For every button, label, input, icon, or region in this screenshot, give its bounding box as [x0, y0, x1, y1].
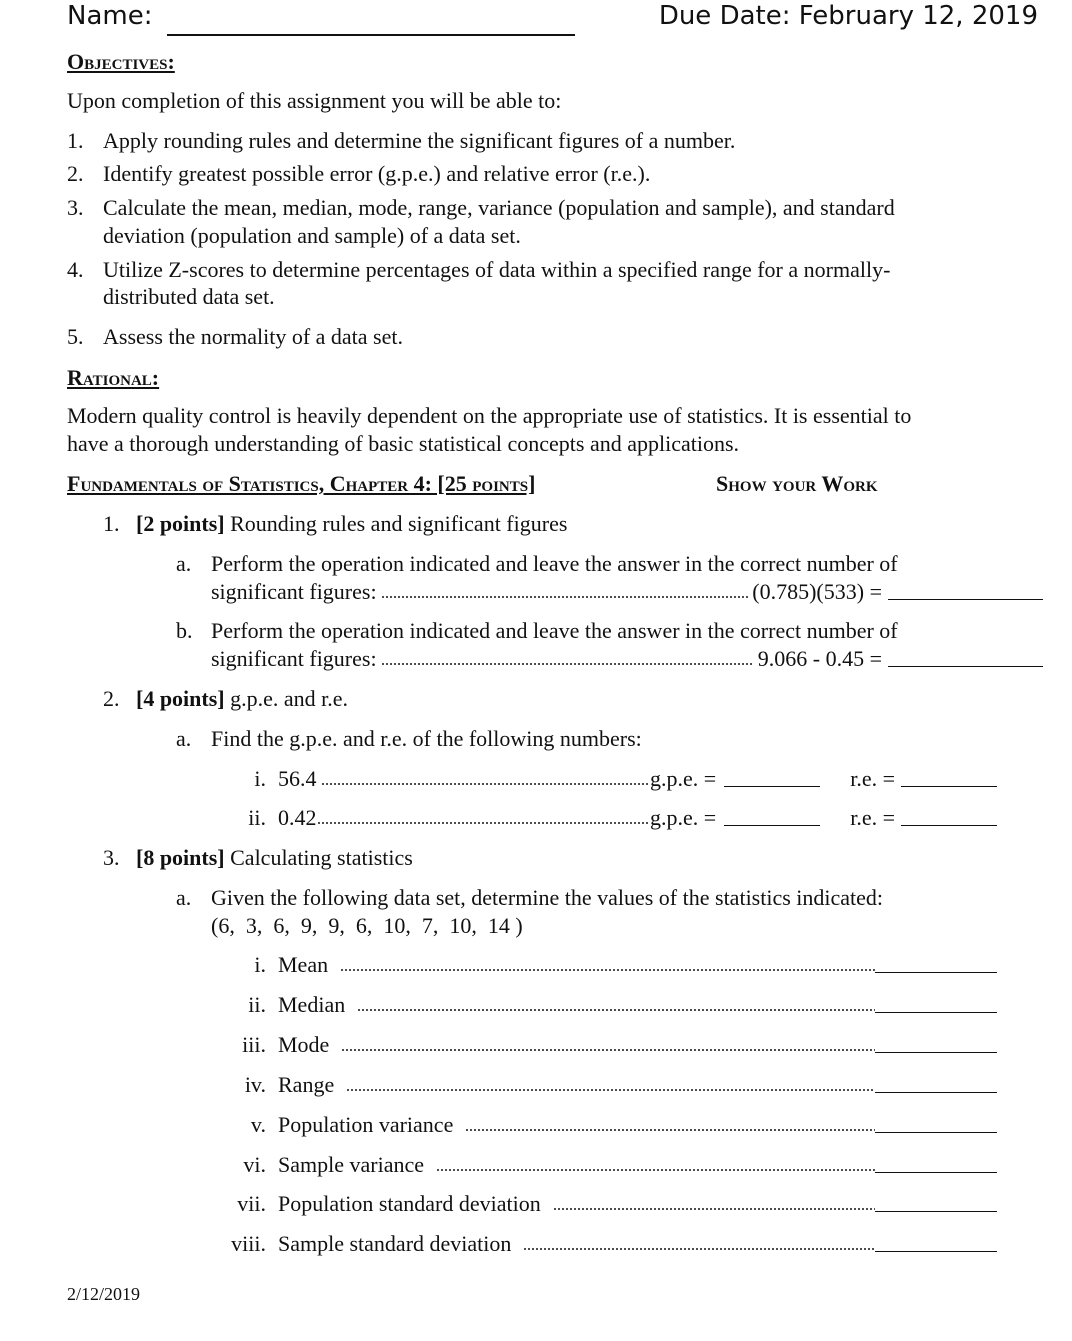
objective-text: distributed data set. [103, 284, 275, 309]
answer-blank[interactable] [875, 1210, 997, 1212]
part-text: Find the g.p.e. and r.e. of the following numbers: [211, 726, 642, 751]
question-title: Rounding rules and significant figures [230, 511, 568, 536]
dot-leader [381, 593, 749, 599]
roman-numeral: ii. [248, 805, 266, 830]
dot-leader [340, 966, 875, 972]
answer-blank[interactable] [875, 1250, 997, 1252]
footer-date: 2/12/2019 [67, 1284, 141, 1304]
statistic-label: Population standard deviation [278, 1191, 541, 1216]
statistic-row [210, 1031, 997, 1059]
statistic-row [210, 951, 997, 979]
part-text: Perform the operation indicated and leave the answer in the correct number of [211, 551, 898, 576]
answer-blank[interactable] [875, 971, 997, 973]
objective-text: Utilize Z-scores to determine percentages of data within a specified range for a normally- [103, 257, 891, 282]
roman-numeral: ii. [248, 992, 266, 1017]
answer-blank[interactable] [875, 1011, 997, 1013]
question-2-heading [103, 685, 348, 713]
objective-text: Apply rounding rules and determine the significant figures of a number. [103, 128, 736, 153]
question-num: 3. [103, 845, 120, 870]
dot-leader [321, 780, 651, 786]
number-value: 56.4 [278, 766, 317, 791]
roman-numeral: iii. [242, 1032, 266, 1057]
dot-leader [341, 1046, 875, 1052]
name-label: Name: [67, 1, 153, 31]
dot-leader [317, 819, 651, 825]
part-answer-row [211, 645, 1043, 673]
part-text: significant figures: [211, 579, 377, 604]
gpe-label: g.p.e. = [650, 766, 717, 791]
gpe-blank[interactable] [724, 824, 820, 826]
roman-numeral: vi. [243, 1152, 266, 1177]
dataset: (6, 3, 6, 9, 9, 6, 10, 7, 10, 14 ) [211, 913, 523, 938]
gpe-row [210, 765, 997, 793]
objectives-intro: Upon completion of this assignment you will be able to: [67, 88, 562, 113]
question-num: 2. [103, 686, 120, 711]
dot-leader [465, 1126, 875, 1132]
gpe-label: g.p.e. = [650, 805, 717, 830]
number-value: 0.42 [278, 805, 317, 830]
statistic-label: Mode [278, 1032, 330, 1057]
objective-text: Assess the normality of a data set. [103, 324, 403, 349]
gpe-blank[interactable] [724, 785, 820, 787]
part-letter: a. [176, 726, 192, 751]
answer-blank[interactable] [875, 1171, 997, 1173]
roman-numeral: i. [254, 952, 266, 977]
statistic-row [210, 991, 997, 1019]
re-blank[interactable] [901, 785, 997, 787]
objective-num: 5. [67, 324, 84, 349]
statistic-row [210, 1230, 997, 1258]
part-text: Perform the operation indicated and leave the answer in the correct number of [211, 618, 898, 643]
dot-leader [553, 1205, 875, 1211]
statistic-label: Sample variance [278, 1152, 424, 1177]
statistic-label: Mean [278, 952, 329, 977]
roman-numeral: viii. [231, 1231, 266, 1256]
statistic-label: Sample standard deviation [278, 1231, 512, 1256]
objectives-heading: Objectives: [67, 49, 175, 74]
objective-text: deviation (population and sample) of a data set. [103, 223, 521, 248]
part-text: significant figures: [211, 646, 377, 671]
objective-text: Calculate the mean, median, mode, range, variance (population and sample), and standard [103, 195, 895, 220]
question-num: 1. [103, 511, 120, 536]
re-label: r.e. = [850, 805, 895, 830]
question-points: [4 points] [136, 686, 225, 711]
question-3-heading [103, 844, 413, 872]
answer-blank[interactable] [888, 598, 1043, 600]
expression: (0.785)(533) = [752, 579, 882, 604]
statistic-row [210, 1071, 997, 1099]
statistic-row [210, 1151, 997, 1179]
statistic-label: Range [278, 1072, 335, 1097]
rational-text: have a thorough understanding of basic statistical concepts and applications. [67, 431, 740, 456]
re-label: r.e. = [850, 766, 895, 791]
objective-text: Identify greatest possible error (g.p.e.) and relative error (r.e.). [103, 161, 651, 186]
objective-num: 2. [67, 161, 84, 186]
part-letter: a. [176, 551, 192, 576]
expression: 9.066 - 0.45 = [757, 646, 882, 671]
statistic-label: Population variance [278, 1112, 454, 1137]
rational-heading: Rational: [67, 365, 160, 390]
part-answer-row [211, 578, 1043, 606]
question-points: [2 points] [136, 511, 225, 536]
roman-numeral: vii. [237, 1191, 266, 1216]
statistic-label: Median [278, 992, 346, 1017]
answer-blank[interactable] [888, 665, 1043, 667]
statistic-row [210, 1111, 997, 1139]
dot-leader [523, 1245, 875, 1251]
rational-text: Modern quality control is heavily dependent on the appropriate use of statistics. It is essential to [67, 403, 912, 428]
objective-num: 1. [67, 128, 84, 153]
dot-leader [381, 660, 754, 666]
part-text: Given the following data set, determine the values of the statistics indicated: [211, 885, 884, 910]
answer-blank[interactable] [875, 1091, 997, 1093]
question-title: g.p.e. and r.e. [230, 686, 349, 711]
roman-numeral: iv. [244, 1072, 266, 1097]
dot-leader [436, 1166, 875, 1172]
roman-numeral: i. [254, 766, 266, 791]
part-letter: a. [176, 885, 192, 910]
dot-leader [357, 1006, 875, 1012]
show-work-label: Show your Work [716, 471, 878, 496]
objective-num: 4. [67, 257, 84, 282]
name-field[interactable] [167, 34, 575, 36]
question-title: Calculating statistics [230, 845, 413, 870]
objective-num: 3. [67, 195, 84, 220]
section-title: Fundamentals of Statistics, Chapter 4: [25 points] [67, 471, 536, 496]
due-date: Due Date: February 12, 2019 [658, 1, 1038, 31]
re-blank[interactable] [901, 824, 997, 826]
answer-blank[interactable] [875, 1051, 997, 1053]
question-points: [8 points] [136, 845, 225, 870]
question-1-heading [103, 510, 567, 538]
roman-numeral: v. [250, 1112, 266, 1137]
statistic-row [210, 1190, 997, 1218]
part-letter: b. [176, 618, 193, 643]
dot-leader [346, 1086, 875, 1092]
gpe-row [210, 804, 997, 832]
answer-blank[interactable] [875, 1131, 997, 1133]
